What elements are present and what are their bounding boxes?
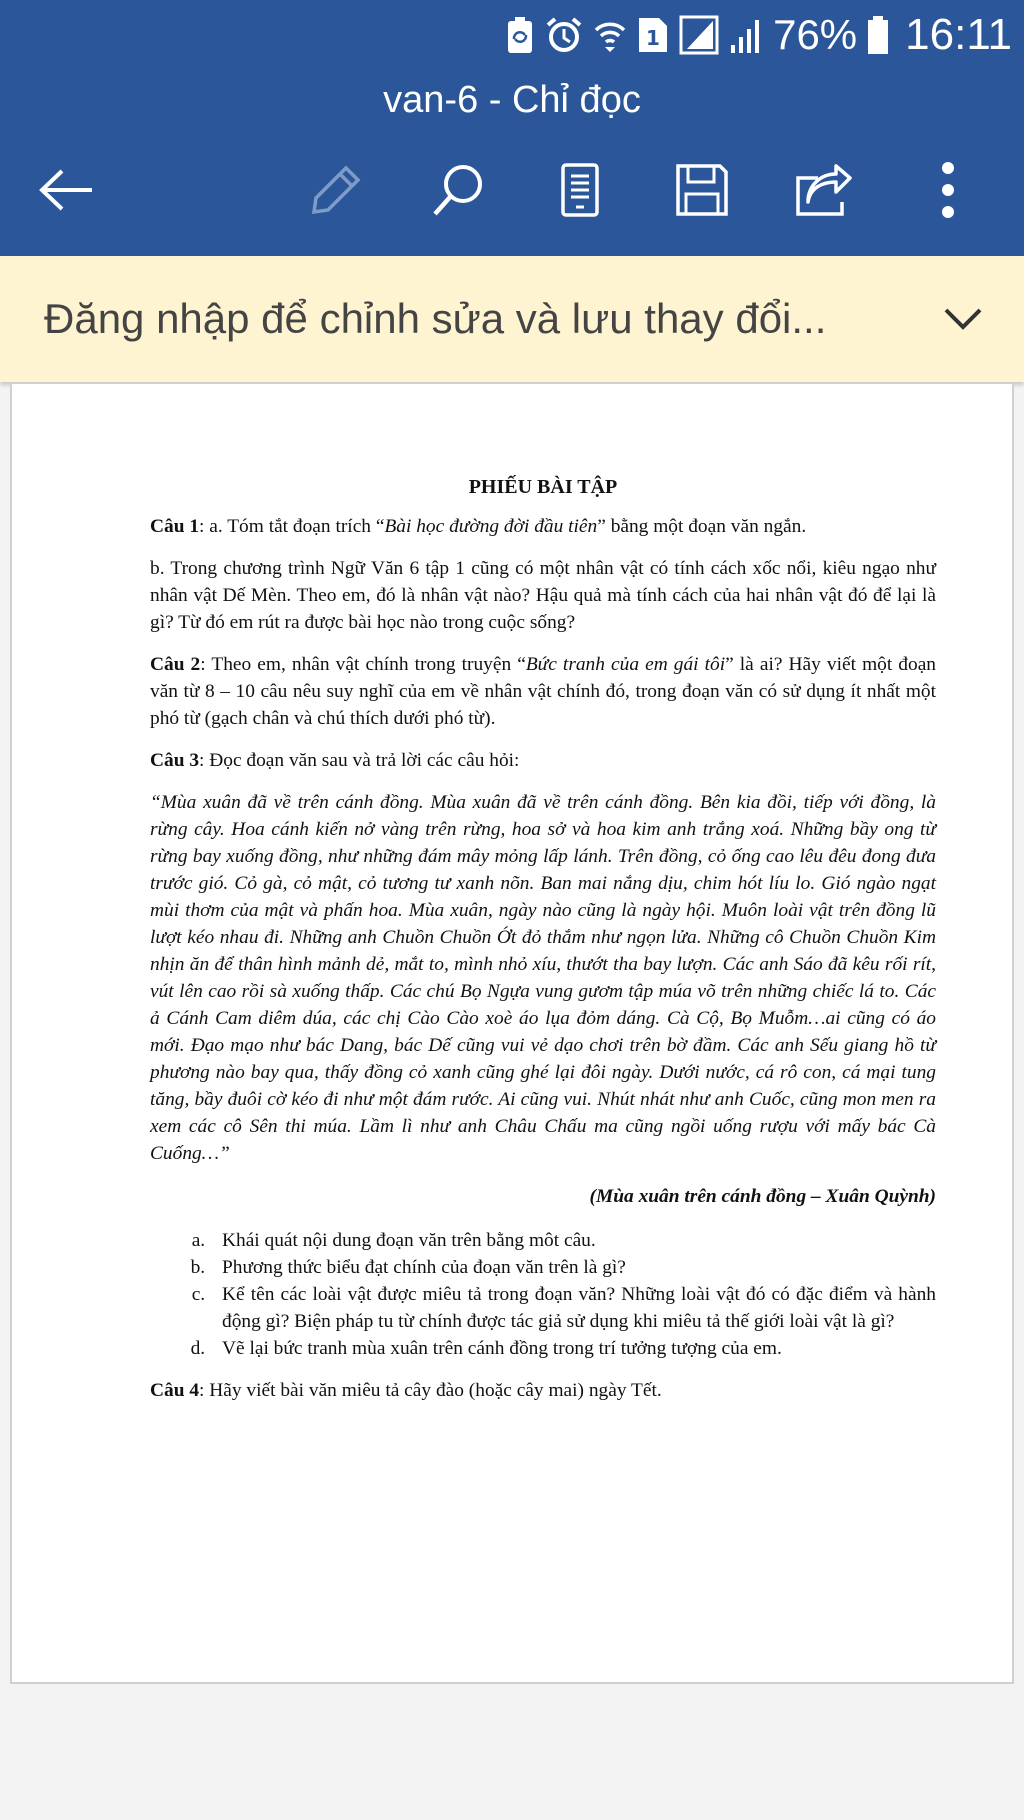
passage-source: (Mùa xuân trên cánh đồng – Xuân Quỳnh) (589, 1186, 936, 1207)
more-options-icon (940, 162, 956, 218)
search-button[interactable] (418, 150, 498, 230)
more-options-button[interactable] (908, 150, 988, 230)
signin-message: Đăng nhập để chỉnh sửa và lưu thay đổi... (44, 295, 827, 342)
signin-banner[interactable] (0, 256, 1024, 382)
share-button[interactable] (784, 150, 864, 230)
sim-icon (637, 16, 669, 54)
search-icon (430, 162, 486, 218)
edit-button[interactable] (296, 150, 376, 230)
battery-percent: 76% (773, 11, 858, 58)
save-icon (674, 162, 730, 218)
question-text: : a. Tóm tắt đoạn trích “ (199, 516, 385, 537)
battery-icon (867, 15, 889, 55)
list-item: b. Phương thức biểu đạt chính của đoạn văn trên là gì? (210, 1254, 936, 1281)
question-text: : Theo em, nhân vật chính trong truyện “ (200, 654, 526, 675)
question-text: ” là ai? Hãy viết một đoạn văn từ 8 – 10 câu nêu suy nghĩ của em về nhân vật chính đó, trong đoạn văn có sử dụng ít nhất một phó từ (gạch chân và chú thích dưới phó từ). (150, 654, 937, 729)
signal-icon (679, 15, 719, 55)
question-1b: b. Trong chương trình Ngữ Văn 6 tập 1 cũng có một nhân vật có tính cách xốc nổi, kiêu ngạo như nhân vật Dế Mèn. Theo em, đó là nhân vật nào? Hậu quả mà tính cách của hai nhân vật đó để lại là gì? Từ đó em rút ra được bài học nào trong cuộc sống? (150, 558, 936, 633)
wifi-icon (593, 16, 627, 54)
passage-quote: “Mùa xuân đã về trên cánh đồng. Mùa xuân đã về trên cánh đồng. Bên kia đồi, tiếp với đồng, là rừng cây. Hoa cánh kiến nở vàng trên rừng, hoa sở và hoa kim anh trắng xoá. Những bầy ong từ rừng bay xuống đồng, như những đám mây mỏng lấp lánh. Trên đồng, cỏ ống cao lêu đêu đong đưa trước gió. Cỏ gà, cỏ mật, cỏ tương tư xanh nõn. Ban mai nắng dịu, chim hót líu lo. Gió ngào ngạt mùi thơm của mật và phấn hoa. Mùa xuân, ngày nào cũng là ngày hội. Muôn loài vật trên đồng lũ lượt kéo nhau đi. Những anh Chuồn Chuồn Ớt đỏ thắm như ngọn lửa. Những cô Chuồn Chuồn Kim nhịn ăn để thân hình mảnh dẻ, mắt to, mình nhỏ xíu, thướt tha bay lượn. Các anh Sáo đã kêu rối rít, vút lên cao rồi sà xuống thấp. Các chú Bọ Ngựa vung gươm tập múa võ trên những chiếc lá to. Các ả Cánh Cam diêm dúa, các chị Cào Cào xoè áo lụa đỏm dáng. Cà Cộ, Bọ Muỗm…ai cũng có áo mới. Đạo mạo như bác Dang, bác Dế cũng vui vẻ dạo chơi trên bờ đầm. Các anh Sếu giang hồ từ phương nào bay qua, thấy đồng cỏ xanh cũng ghé lại đôi ngày. Dưới nước, cá rô con, cá mại tung tăng, bầy đuôi cờ kéo đi như một đám rước. Ai cũng vui. Nhút nhát như anh Cuốc, cũng mon men ra xem các cô Sên thi múa. Lầm lì như anh Châu Chấu ma cũng ngồi uống rượu với mấy bác Cà Cuống…” (150, 792, 936, 1164)
question-text: : Hãy viết bài văn miêu tả cây đào (hoặc cây mai) ngày Tết. (199, 1380, 662, 1401)
question-label: Câu 1 (150, 516, 200, 537)
document-content (150, 474, 936, 1419)
edit-pencil-icon (308, 162, 364, 218)
question-3-items (150, 1227, 936, 1362)
status-bar (0, 0, 1024, 70)
document-title: van-6 - Chỉ đọc (383, 79, 641, 121)
question-label: Câu 3 (150, 750, 200, 771)
question-3 (150, 747, 936, 774)
list-item: d. Vẽ lại bức tranh mùa xuân trên cánh đồng trong trí tưởng tượng của em. (210, 1335, 936, 1362)
sync-icon (505, 15, 535, 55)
question-label: Câu 4 (150, 1380, 200, 1401)
signal-icon (729, 15, 763, 55)
question-1a (150, 513, 936, 540)
question-text: : Đọc đoạn văn sau và trả lời các câu hỏi: (199, 750, 520, 771)
sim-label: 1 (646, 26, 661, 50)
question-2 (150, 651, 936, 732)
question-text: ” bằng một đoạn văn ngắn. (597, 516, 807, 537)
status-time: 16:11 (905, 10, 1012, 59)
mobile-view-icon (560, 162, 600, 218)
document-page (10, 384, 1014, 1684)
list-item: a. Khái quát nội dung đoạn văn trên bằng môt câu. (210, 1227, 936, 1254)
back-arrow-icon (36, 168, 96, 212)
app-bar (0, 0, 1024, 256)
question-label: Câu 2 (150, 654, 201, 675)
worksheet-heading: PHIẾU BÀI TẬP (468, 476, 618, 498)
mobile-view-button[interactable] (540, 150, 620, 230)
question-4 (150, 1377, 936, 1404)
work-title: Bức tranh của em gái tôi (525, 654, 726, 675)
list-item: c. Kể tên các loài vật được miêu tả trong đoạn văn? Những loài vật đó có đặc điểm và hành động gì? Biện pháp tu từ chính được tác giả sử dụng khi miêu tả thế giới loài vật là gì? (210, 1281, 936, 1335)
work-title: Bài học đường đời đầu tiên (384, 516, 598, 537)
alarm-icon (545, 16, 583, 54)
chevron-down-icon[interactable] (938, 294, 988, 344)
save-button[interactable] (662, 150, 742, 230)
share-icon (794, 162, 854, 218)
toolbar (0, 150, 1024, 230)
back-button[interactable] (26, 150, 106, 230)
